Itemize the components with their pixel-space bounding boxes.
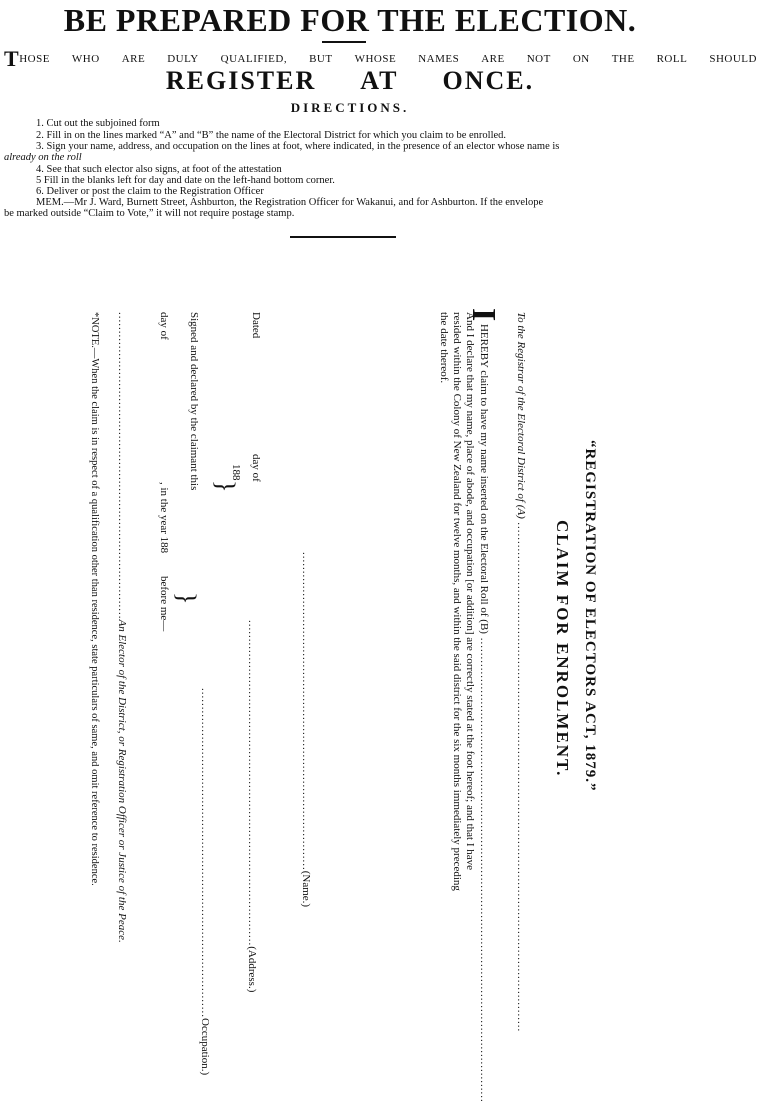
- sub-word: THE: [611, 53, 635, 65]
- claim-paragraph-line-2: And I declare that my name, place of abode, and occupation [or addition] are correctly stated at the foot hereof; and that I have: [464, 312, 476, 871]
- claim-paragraph-line-3: resided within the Colony of New Zealand for twelve months, and within the said district for the six months immediately preceding: [451, 312, 463, 891]
- claim-title: CLAIM FOR ENROLMENT.: [553, 520, 572, 778]
- sub-word: BUT: [309, 53, 333, 65]
- name-line[interactable]: .....................................................................................(Name.): [300, 552, 312, 908]
- separator-rule: [290, 236, 396, 238]
- claim-paragraph-line-4: the date thereof.: [438, 312, 450, 384]
- direction-item: 2. Fill in on the lines marked “A” and “B” the name of the Electoral District for which you claim to be enrolled.: [36, 130, 507, 141]
- address-label: (Address.): [246, 946, 258, 993]
- to-registrar-text: To the Registrar of the Electoral District of (A): [515, 312, 527, 519]
- day-of-label: day of: [250, 454, 262, 482]
- address-line[interactable]: .......................................................................................(Address.): [246, 620, 258, 993]
- elector-line[interactable]: ..................................................................................An Elector of the District, or Registration Officer or Justice of the Peace.: [116, 312, 128, 943]
- signed-day-of: day of: [158, 312, 170, 340]
- sub-word: WHOSE: [354, 53, 397, 65]
- drop-cap: T: [4, 46, 20, 71]
- elector-label: An Elector of the District, or Registration Officer or Justice of the Peace.: [116, 619, 128, 943]
- register-heading: [0, 66, 700, 96]
- direction-item: 3. Sign your name, address, and occupation on the lines at foot, where indicated, in the presence of an elector whose name is: [36, 141, 560, 152]
- occupation-line[interactable]: ........................................................................................Occupation.): [199, 688, 211, 1076]
- claim-paragraph-line-1: I HEREBY claim to have my name inserted on the Electoral Roll of (B) ............................................................................................................................: [465, 308, 502, 1103]
- footnote: *NOTE.—When the claim is in respect of a qualification other than residence, state particulars of same, and omit reference to residence.: [89, 312, 100, 886]
- headline-underline: [322, 41, 366, 43]
- memo-line: be marked outside “Claim to Vote,” it will not require postage stamp.: [4, 208, 295, 219]
- year-label: 188: [230, 464, 242, 481]
- memo-line: MEM.—Mr J. Ward, Burnett Street, Ashburton, the Registration Officer for Wakanui, and for Ashburton. If the envelope: [36, 197, 544, 208]
- sub-word: DULY: [167, 53, 199, 65]
- sub-word: ARE: [481, 53, 505, 65]
- signed-line-2: [158, 312, 170, 340]
- claim-text: HEREBY claim to have my name inserted on the Electoral Roll of (B): [478, 323, 490, 634]
- drop-cap-i: I: [465, 308, 502, 322]
- dated-label: Dated: [250, 312, 262, 339]
- name-label: (Name.): [300, 870, 312, 908]
- signed-line-1: Signed and declared by the claimant this: [188, 312, 200, 491]
- headline: BE PREPARED FOR THE ELECTION.: [63, 2, 637, 38]
- sub-word: HOSE: [19, 53, 50, 65]
- occupation-label: Occupation.): [199, 1018, 211, 1076]
- register-word: ONCE.: [442, 66, 535, 95]
- to-registrar-line: To the Registrar of the Electoral District of (A) ........................................................................................................................................: [515, 312, 527, 1033]
- direction-item: 1. Cut out the subjoined form: [36, 118, 160, 129]
- sub-word: QUALIFIED,: [220, 53, 288, 65]
- direction-item: 4. See that such elector also signs, at foot of the attestation: [36, 164, 282, 175]
- directions-heading: DIRECTIONS.: [290, 100, 410, 115]
- sub-word: ON: [572, 53, 590, 65]
- signed-line-3: , in the year 188: [158, 482, 170, 554]
- act-title: “REGISTRATION OF ELECTORS ACT, 1879.”: [582, 440, 598, 792]
- sub-word: WHO: [71, 53, 100, 65]
- sub-word: NAMES: [418, 53, 460, 65]
- direction-item: already on the roll: [4, 152, 82, 163]
- register-word: AT: [360, 66, 399, 95]
- direction-item: 6. Deliver or post the claim to the Registration Officer: [36, 186, 264, 197]
- sub-word: ROLL: [656, 53, 688, 65]
- signed-line-4: before me—: [158, 576, 170, 632]
- sub-word: NOT: [526, 53, 551, 65]
- sub-word: ARE: [121, 53, 146, 65]
- register-word: REGISTER: [165, 66, 317, 95]
- direction-item: 5 Fill in the blanks left for day and date on the left-hand bottom corner.: [36, 175, 335, 186]
- sub-word: SHOULD: [709, 53, 757, 65]
